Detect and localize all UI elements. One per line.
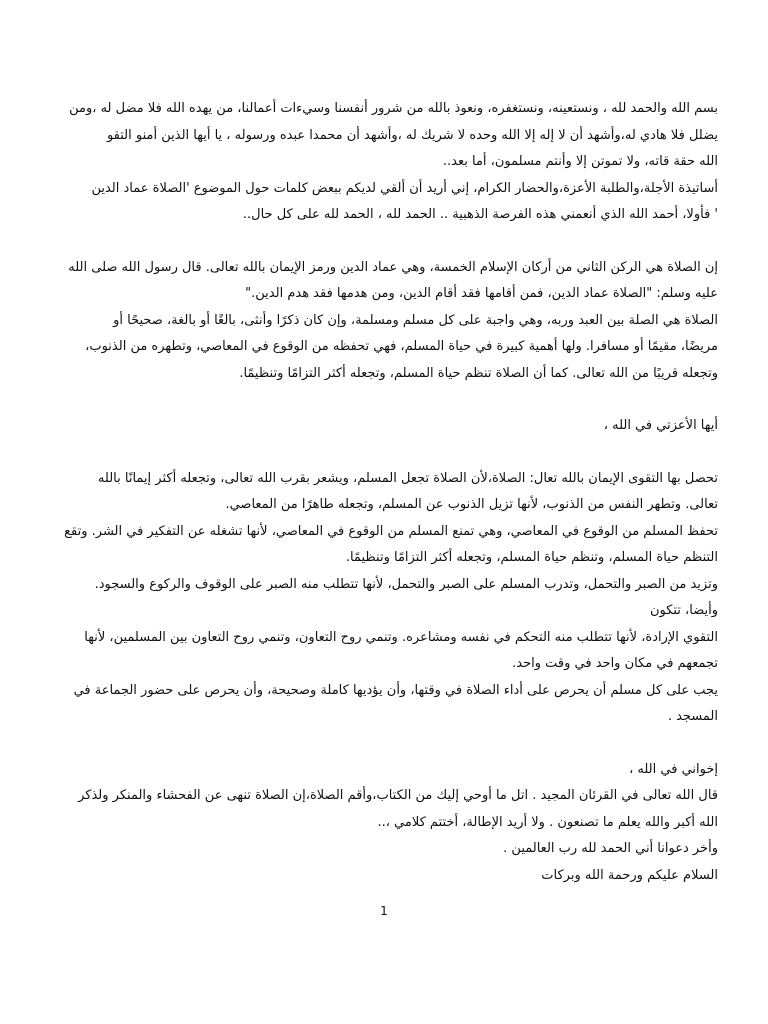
paragraph-gap (50, 440, 718, 466)
text-line: وأخر دعوانا أني الحمد لله رب العالمين . (503, 841, 718, 856)
text-line: إن الصلاة هي الركن الثاني من أركان الإسلام الخمسة، وهي عماد الدين ورمز الإيمان بالله تعالى. قال رسول الله صلى الله (68, 259, 718, 275)
text-line: مريضًا، مقيمًا أو مسافرا. ولها أهمية كبيرة في حياة المسلم، فهي تحفظه من الوقوع في المعاصي، وتطهره من الذنوب، (85, 339, 718, 354)
text-line: وتجعله قريبًا من الله تعالى. كما أن الصلاة تنظم حياة المسلم، وتجعله أكثر التزامًا وتنظيمًا. (239, 365, 718, 381)
paragraph-address (50, 413, 718, 440)
paragraph-benefits (50, 466, 718, 731)
text-line: أساتيذة الأجلة،والطلبة الأعزة،والحضار الكرام، إني أريد أن ألقي لديكم ببعض كلمات حول الموضوع 'الصلاة عماد الدين (91, 180, 718, 196)
text-line: المسجد . (667, 709, 718, 724)
paragraph-closing (50, 757, 718, 890)
text-line: السلام عليكم ورحمة الله وبركات (541, 867, 718, 883)
text-line: التنظم حياة المسلم، وتنظم حياة المسلم، وتجعله أكثر التزامًا وتنظيمًا. (345, 550, 718, 565)
paragraph-opening (50, 96, 718, 229)
paragraph-gap (50, 731, 718, 757)
paragraph-prayer-importance (50, 255, 718, 388)
text-line: التقوي الإرادة، لأنها تتطلب منه التحكم في نفسه ومشاعره. وتنمي روح التعاون، وتنمي روح التعاون بين المسلمين، لأنها (84, 629, 718, 645)
text-line: تجمعهم في مكان واحد في وقت واحد. (512, 656, 718, 671)
text-line: أيها الأعزتي في الله ، (603, 418, 718, 433)
text-line: يضلل فلا هادي له،وأشهد أن لا إله إلا الله وحده لا شريك له ،وأشهد أن محمدا عبده ورسوله ، يا أيها الذين أمنو التقو (106, 127, 718, 143)
text-line: إخواني في الله ، (629, 761, 718, 777)
text-line: قال الله تعالى في القرئان المجيد . اتل ما أوحي إليك من الكتاب،وأقم الصلاة،إن الصلاة تنهى عن الفحشاء والمنكر ولذكر (78, 788, 718, 803)
text-line: تحصل بها التقوى الإيمان بالله تعال: الصلاة،لأن الصلاة تجعل المسلم، ويشعر بقرب الله تعالى، وتجعله أكثر إيمانًا بالله (97, 470, 718, 486)
text-line: الله حقة قاته، ولا تموتن إلا وأنتم مسلمون، أما بعد.. (442, 154, 718, 169)
text-line: وأيضا، تتكون (649, 603, 718, 618)
text-line: يجب على كل مسلم أن يحرص على أداء الصلاة في وقتها، وأن يؤديها كاملة وصحيحة، وأن يحرص على حضور الجماعة في (73, 682, 718, 698)
page-number: 1 (380, 904, 388, 918)
text-line: بسم الله والحمد لله ، ونستعينه، ونستغفره، ونعوذ بالله من شرور أنفسنا وسيءات أعمالنا، من يهده الله فلا مضل له ،ومن (69, 101, 718, 116)
text-line: تعالى. وتطهر النفس من الذنوب، لأنها تزيل الذنوب عن المسلم، وتجعله طاهرًا من المعاصي. (225, 497, 718, 512)
text-line: الله أكبر والله يعلم ما تصنعون . ولا أريد الإطالة، أختتم كلامي ،.. (377, 814, 718, 830)
text-line: ' فأولا، أحمد الله الذي أنعمني هذه الفرصة الذهبية .. الحمد لله ، الحمد لله على كل حال.. (242, 207, 718, 222)
text-line: وتزيد من الصبر والتحمل، وتدرب المسلم على الصبر والتحمل، لأنها تتطلب منه الصبر على الوقوف والركوع والسجود. (94, 576, 718, 592)
text-line: الصلاة هي الصلة بين العبد وربه، وهي واجبة على كل مسلم ومسلمة، وإن كان ذكرًا وأنثى، بالغًا أو بالغة، صحيحًا أو (113, 312, 718, 328)
paragraph-gap (50, 229, 718, 255)
text-line: عليه وسلم: "الصلاة عماد الدين، فمن أقامها فقد أقام الدين، ومن هدمها فقد هدم الدين." (245, 286, 718, 301)
paragraph-gap (50, 387, 718, 413)
text-line: تحفظ المسلم من الوقوع في المعاصي، وهي تمنع المسلم من الوقوع في المعاصي، لأنها تشغله عن التفكير في الشر. وتقع (64, 523, 718, 539)
